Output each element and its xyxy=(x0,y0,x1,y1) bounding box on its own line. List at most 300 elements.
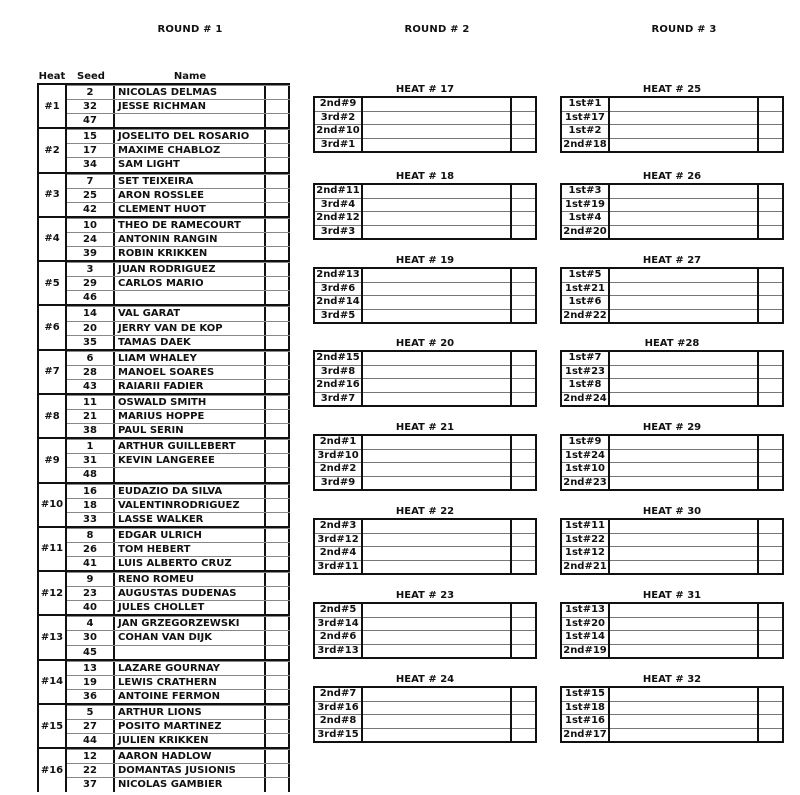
heat-box xyxy=(313,422,537,491)
result-cell[interactable] xyxy=(266,499,290,512)
slot-result-cell[interactable] xyxy=(758,476,783,490)
name-cell[interactable]: KEVIN LANGEREE xyxy=(115,454,266,467)
competitor-row xyxy=(67,556,290,570)
slot-result-cell[interactable] xyxy=(758,449,783,463)
slot-name-cell[interactable] xyxy=(362,125,511,139)
name-cell[interactable] xyxy=(115,646,266,659)
heat-slot-row xyxy=(561,449,783,463)
competitor-row xyxy=(67,542,290,556)
round-1-heat xyxy=(37,526,290,570)
slot-name-cell[interactable] xyxy=(609,282,758,296)
slot-result-cell[interactable] xyxy=(511,449,536,463)
slot-result-cell[interactable] xyxy=(758,184,783,198)
name-cell[interactable]: AARON HADLOW xyxy=(115,750,266,763)
slot-name-cell[interactable] xyxy=(609,351,758,365)
seed-cell: 35 xyxy=(67,336,115,349)
slot-name-cell[interactable] xyxy=(609,268,758,282)
slot-result-cell[interactable] xyxy=(758,111,783,125)
slot-name-cell[interactable] xyxy=(362,198,511,212)
heat-box xyxy=(313,171,537,240)
name-cell[interactable]: ARTHUR LIONS xyxy=(115,706,266,719)
slot-result-cell[interactable] xyxy=(758,547,783,561)
slot-result-cell[interactable] xyxy=(758,463,783,477)
slot-label: 2nd#5 xyxy=(314,603,362,617)
slot-result-cell[interactable] xyxy=(511,198,536,212)
slot-result-cell[interactable] xyxy=(511,644,536,658)
slot-result-cell[interactable] xyxy=(511,603,536,617)
slot-label: 1st#2 xyxy=(561,125,609,139)
slot-name-cell[interactable] xyxy=(609,603,758,617)
name-cell[interactable]: JERRY VAN DE KOP xyxy=(115,322,266,335)
slot-result-cell[interactable] xyxy=(758,392,783,406)
slot-label: 1st#17 xyxy=(561,111,609,125)
slot-result-cell[interactable] xyxy=(758,351,783,365)
slot-name-cell[interactable] xyxy=(362,631,511,645)
slot-result-cell[interactable] xyxy=(511,282,536,296)
name-cell[interactable]: RAIARII FADIER xyxy=(115,380,266,393)
heat-slot-row xyxy=(561,351,783,365)
result-cell[interactable] xyxy=(266,485,290,498)
result-cell[interactable] xyxy=(266,573,290,586)
slot-name-cell[interactable] xyxy=(362,365,511,379)
round-1-heat xyxy=(37,349,290,393)
slot-name-cell[interactable] xyxy=(609,198,758,212)
result-cell[interactable] xyxy=(266,307,290,320)
name-cell[interactable]: NICOLAS GAMBIER xyxy=(115,778,266,791)
round-1-heat xyxy=(37,393,290,437)
name-cell[interactable]: PAUL SERIN xyxy=(115,424,266,437)
result-cell[interactable] xyxy=(266,513,290,526)
result-cell[interactable] xyxy=(266,277,290,290)
slot-result-cell[interactable] xyxy=(758,97,783,111)
name-cell[interactable]: JESSE RICHMAN xyxy=(115,100,266,113)
name-cell[interactable]: NICOLAS DELMAS xyxy=(115,86,266,99)
slot-result-cell[interactable] xyxy=(511,351,536,365)
result-cell[interactable] xyxy=(266,291,290,304)
name-cell[interactable]: LASSE WALKER xyxy=(115,513,266,526)
slot-name-cell[interactable] xyxy=(362,351,511,365)
name-cell[interactable]: SET TEIXEIRA xyxy=(115,175,266,188)
slot-name-cell[interactable] xyxy=(362,97,511,111)
name-cell[interactable]: THEO DE RAMECOURT xyxy=(115,219,266,232)
result-cell[interactable] xyxy=(266,263,290,276)
result-cell[interactable] xyxy=(266,322,290,335)
slot-result-cell[interactable] xyxy=(758,603,783,617)
name-cell[interactable]: EUDAZIO DA SILVA xyxy=(115,485,266,498)
slot-result-cell[interactable] xyxy=(758,212,783,226)
slot-name-cell[interactable] xyxy=(609,644,758,658)
slot-name-cell[interactable] xyxy=(609,728,758,742)
slot-result-cell[interactable] xyxy=(758,560,783,574)
heat-title: HEAT # 22 xyxy=(395,506,455,517)
result-cell[interactable] xyxy=(266,543,290,556)
result-cell[interactable] xyxy=(266,114,290,127)
name-cell[interactable]: SAM LIGHT xyxy=(115,158,266,171)
seed-cell: 13 xyxy=(67,662,115,675)
round-2-title: ROUND # 2 xyxy=(404,24,470,35)
heat-slot-row xyxy=(561,184,783,198)
result-cell[interactable] xyxy=(266,750,290,763)
name-cell[interactable]: JUAN RODRIGUEZ xyxy=(115,263,266,276)
slot-name-cell[interactable] xyxy=(362,476,511,490)
round-1-heat xyxy=(37,83,290,127)
seed-cell: 38 xyxy=(67,424,115,437)
result-cell[interactable] xyxy=(266,189,290,202)
slot-name-cell[interactable] xyxy=(609,687,758,701)
slot-result-cell[interactable] xyxy=(758,533,783,547)
slot-result-cell[interactable] xyxy=(758,296,783,310)
name-cell[interactable] xyxy=(115,114,266,127)
slot-result-cell[interactable] xyxy=(511,184,536,198)
slot-name-cell[interactable] xyxy=(362,449,511,463)
competitor-row xyxy=(67,528,290,542)
heat-slot-row xyxy=(561,560,783,574)
heat-label: #14 xyxy=(37,661,67,703)
slot-label: 1st#14 xyxy=(561,631,609,645)
result-cell[interactable] xyxy=(266,144,290,157)
slot-label: 1st#8 xyxy=(561,379,609,393)
slot-name-cell[interactable] xyxy=(609,547,758,561)
name-cell[interactable]: ANTOINE FERMON xyxy=(115,690,266,703)
name-cell[interactable]: COHAN VAN DIJK xyxy=(115,631,266,644)
slot-label: 2nd#22 xyxy=(561,309,609,323)
name-cell[interactable]: EDGAR ULRICH xyxy=(115,529,266,542)
seed-cell: 41 xyxy=(67,557,115,570)
heat-slot-row xyxy=(314,351,536,365)
slot-name-cell[interactable] xyxy=(362,212,511,226)
seed-cell: 9 xyxy=(67,573,115,586)
slot-name-cell[interactable] xyxy=(609,701,758,715)
slot-name-cell[interactable] xyxy=(362,644,511,658)
competitor-row xyxy=(67,484,290,498)
heat-box xyxy=(560,422,784,491)
result-cell[interactable] xyxy=(266,587,290,600)
slot-name-cell[interactable] xyxy=(609,309,758,323)
result-cell[interactable] xyxy=(266,617,290,630)
slot-result-cell[interactable] xyxy=(758,617,783,631)
slot-result-cell[interactable] xyxy=(758,715,783,729)
slot-result-cell[interactable] xyxy=(511,435,536,449)
name-cell[interactable]: JULES CHOLLET xyxy=(115,601,266,614)
slot-label: 3rd#4 xyxy=(314,198,362,212)
slot-name-cell[interactable] xyxy=(362,701,511,715)
result-cell[interactable] xyxy=(266,233,290,246)
result-cell[interactable] xyxy=(266,676,290,689)
slot-name-cell[interactable] xyxy=(362,268,511,282)
slot-name-cell[interactable] xyxy=(609,476,758,490)
slot-result-cell[interactable] xyxy=(758,435,783,449)
slot-result-cell[interactable] xyxy=(511,533,536,547)
slot-name-cell[interactable] xyxy=(609,449,758,463)
name-cell[interactable]: CLEMENT HUOT xyxy=(115,203,266,216)
round-1-table xyxy=(37,83,290,792)
slot-name-cell[interactable] xyxy=(362,547,511,561)
name-cell[interactable] xyxy=(115,291,266,304)
slot-result-cell[interactable] xyxy=(511,212,536,226)
slot-result-cell[interactable] xyxy=(758,282,783,296)
slot-name-cell[interactable] xyxy=(609,379,758,393)
competitor-row xyxy=(67,705,290,719)
slot-result-cell[interactable] xyxy=(758,701,783,715)
seed-cell: 24 xyxy=(67,233,115,246)
result-cell[interactable] xyxy=(266,130,290,143)
result-cell[interactable] xyxy=(266,529,290,542)
slot-name-cell[interactable] xyxy=(362,225,511,239)
slot-result-cell[interactable] xyxy=(511,631,536,645)
slot-name-cell[interactable] xyxy=(609,296,758,310)
slot-name-cell[interactable] xyxy=(609,184,758,198)
result-cell[interactable] xyxy=(266,380,290,393)
slot-result-cell[interactable] xyxy=(511,463,536,477)
slot-name-cell[interactable] xyxy=(362,392,511,406)
competitor-row xyxy=(67,572,290,586)
name-cell[interactable]: MARIUS HOPPE xyxy=(115,410,266,423)
slot-name-cell[interactable] xyxy=(609,111,758,125)
heat-label: #6 xyxy=(37,306,67,348)
name-cell[interactable]: JOSELITO DEL ROSARIO xyxy=(115,130,266,143)
slot-result-cell[interactable] xyxy=(758,631,783,645)
result-cell[interactable] xyxy=(266,247,290,260)
result-cell[interactable] xyxy=(266,366,290,379)
heat-slot-row xyxy=(561,296,783,310)
slot-result-cell[interactable] xyxy=(511,560,536,574)
competitor-row xyxy=(67,129,290,143)
slot-result-cell[interactable] xyxy=(511,296,536,310)
slot-result-cell[interactable] xyxy=(511,547,536,561)
result-cell[interactable] xyxy=(266,631,290,644)
result-cell[interactable] xyxy=(266,720,290,733)
slot-name-cell[interactable] xyxy=(362,282,511,296)
slot-name-cell[interactable] xyxy=(362,184,511,198)
name-cell[interactable]: CARLOS MARIO xyxy=(115,277,266,290)
slot-result-cell[interactable] xyxy=(758,268,783,282)
slot-name-cell[interactable] xyxy=(609,97,758,111)
result-cell[interactable] xyxy=(266,690,290,703)
slot-result-cell[interactable] xyxy=(511,687,536,701)
name-cell[interactable]: LIAM WHALEY xyxy=(115,352,266,365)
slot-result-cell[interactable] xyxy=(511,617,536,631)
slot-result-cell[interactable] xyxy=(511,715,536,729)
name-cell[interactable]: MANOEL SOARES xyxy=(115,366,266,379)
slot-result-cell[interactable] xyxy=(511,365,536,379)
name-cell[interactable]: LEWIS CRATHERN xyxy=(115,676,266,689)
name-cell[interactable]: LUIS ALBERTO CRUZ xyxy=(115,557,266,570)
slot-name-cell[interactable] xyxy=(362,728,511,742)
heat-title: HEAT # 20 xyxy=(395,338,455,349)
heat-slot-row xyxy=(314,476,536,490)
competitor-row xyxy=(67,143,290,157)
slot-result-cell[interactable] xyxy=(511,125,536,139)
result-cell[interactable] xyxy=(266,410,290,423)
slot-result-cell[interactable] xyxy=(511,97,536,111)
name-cell[interactable]: VALENTINRODRIGUEZ xyxy=(115,499,266,512)
seed-cell: 36 xyxy=(67,690,115,703)
slot-result-cell[interactable] xyxy=(511,728,536,742)
name-cell[interactable]: DOMANTAS JUSIONIS xyxy=(115,764,266,777)
slot-result-cell[interactable] xyxy=(758,198,783,212)
result-cell[interactable] xyxy=(266,219,290,232)
slot-name-cell[interactable] xyxy=(362,435,511,449)
name-cell[interactable]: ARON ROSSLEE xyxy=(115,189,266,202)
name-cell[interactable]: LAZARE GOURNAY xyxy=(115,662,266,675)
slot-result-cell[interactable] xyxy=(758,125,783,139)
heat-table xyxy=(560,96,784,153)
result-cell[interactable] xyxy=(266,175,290,188)
name-cell[interactable]: TAMAS DAEK xyxy=(115,336,266,349)
slot-name-cell[interactable] xyxy=(609,138,758,152)
slot-name-cell[interactable] xyxy=(609,463,758,477)
seed-cell: 33 xyxy=(67,513,115,526)
result-cell[interactable] xyxy=(266,454,290,467)
slot-name-cell[interactable] xyxy=(362,715,511,729)
result-cell[interactable] xyxy=(266,396,290,409)
slot-name-cell[interactable] xyxy=(609,392,758,406)
slot-result-cell[interactable] xyxy=(511,392,536,406)
seed-cell: 15 xyxy=(67,130,115,143)
name-cell[interactable]: RENO ROMEU xyxy=(115,573,266,586)
slot-name-cell[interactable] xyxy=(609,125,758,139)
result-cell[interactable] xyxy=(266,706,290,719)
slot-name-cell[interactable] xyxy=(362,603,511,617)
slot-name-cell[interactable] xyxy=(362,379,511,393)
seed-cell: 19 xyxy=(67,676,115,689)
name-cell[interactable]: JAN GRZEGORZEWSKI xyxy=(115,617,266,630)
competitor-row xyxy=(67,99,290,113)
slot-label: 2nd#1 xyxy=(314,435,362,449)
slot-name-cell[interactable] xyxy=(362,560,511,574)
competitor-row xyxy=(67,365,290,379)
slot-name-cell[interactable] xyxy=(362,309,511,323)
result-cell[interactable] xyxy=(266,646,290,659)
slot-label: 1st#12 xyxy=(561,547,609,561)
name-cell[interactable] xyxy=(115,468,266,481)
slot-result-cell[interactable] xyxy=(511,379,536,393)
name-cell[interactable]: ANTONIN RANGIN xyxy=(115,233,266,246)
result-cell[interactable] xyxy=(266,100,290,113)
seed-cell: 14 xyxy=(67,307,115,320)
heat-label: #5 xyxy=(37,262,67,304)
slot-result-cell[interactable] xyxy=(758,728,783,742)
heat-slot-row xyxy=(561,603,783,617)
result-cell[interactable] xyxy=(266,424,290,437)
slot-name-cell[interactable] xyxy=(609,212,758,226)
slot-name-cell[interactable] xyxy=(609,435,758,449)
heat-label: #2 xyxy=(37,129,67,171)
seed-cell: 18 xyxy=(67,499,115,512)
result-cell[interactable] xyxy=(266,336,290,349)
round-1-heat xyxy=(37,216,290,260)
slot-name-cell[interactable] xyxy=(362,617,511,631)
slot-name-cell[interactable] xyxy=(609,533,758,547)
name-cell[interactable]: ROBIN KRIKKEN xyxy=(115,247,266,260)
slot-name-cell[interactable] xyxy=(609,715,758,729)
result-cell[interactable] xyxy=(266,734,290,747)
name-cell[interactable]: OSWALD SMITH xyxy=(115,396,266,409)
round-1-title: ROUND # 1 xyxy=(157,24,223,35)
result-cell[interactable] xyxy=(266,601,290,614)
competitor-row xyxy=(67,409,290,423)
slot-result-cell[interactable] xyxy=(511,225,536,239)
slot-name-cell[interactable] xyxy=(362,533,511,547)
result-cell[interactable] xyxy=(266,764,290,777)
slot-result-cell[interactable] xyxy=(758,379,783,393)
heat-slot-row xyxy=(314,225,536,239)
result-cell[interactable] xyxy=(266,158,290,171)
result-cell[interactable] xyxy=(266,778,290,791)
slot-result-cell[interactable] xyxy=(511,701,536,715)
slot-label: 2nd#10 xyxy=(314,125,362,139)
slot-result-cell[interactable] xyxy=(511,138,536,152)
slot-name-cell[interactable] xyxy=(609,617,758,631)
competitor-row xyxy=(67,512,290,526)
name-cell[interactable]: JULIEN KRIKKEN xyxy=(115,734,266,747)
slot-result-cell[interactable] xyxy=(758,309,783,323)
slot-name-cell[interactable] xyxy=(362,296,511,310)
name-cell[interactable]: TOM HEBERT xyxy=(115,543,266,556)
name-cell[interactable]: MAXIME CHABLOZ xyxy=(115,144,266,157)
slot-name-cell[interactable] xyxy=(609,519,758,533)
slot-label: 2nd#7 xyxy=(314,687,362,701)
seed-cell: 45 xyxy=(67,646,115,659)
result-cell[interactable] xyxy=(266,352,290,365)
slot-result-cell[interactable] xyxy=(511,268,536,282)
heat-box xyxy=(560,506,784,575)
name-cell[interactable]: POSITO MARTINEZ xyxy=(115,720,266,733)
slot-result-cell[interactable] xyxy=(758,519,783,533)
slot-name-cell[interactable] xyxy=(609,631,758,645)
heat-label: #12 xyxy=(37,572,67,614)
name-cell[interactable]: ARTHUR GUILLEBERT xyxy=(115,440,266,453)
slot-result-cell[interactable] xyxy=(511,519,536,533)
competitor-row xyxy=(67,188,290,202)
name-cell[interactable]: AUGUSTAS DUDENAS xyxy=(115,587,266,600)
slot-result-cell[interactable] xyxy=(758,687,783,701)
result-cell[interactable] xyxy=(266,557,290,570)
result-cell[interactable] xyxy=(266,468,290,481)
seed-cell: 47 xyxy=(67,114,115,127)
slot-result-cell[interactable] xyxy=(511,111,536,125)
slot-name-cell[interactable] xyxy=(609,365,758,379)
result-cell[interactable] xyxy=(266,662,290,675)
seed-cell: 26 xyxy=(67,543,115,556)
slot-result-cell[interactable] xyxy=(758,225,783,239)
result-cell[interactable] xyxy=(266,440,290,453)
slot-name-cell[interactable] xyxy=(362,463,511,477)
slot-name-cell[interactable] xyxy=(609,225,758,239)
slot-result-cell[interactable] xyxy=(511,309,536,323)
heat-slot-row xyxy=(314,701,536,715)
slot-name-cell[interactable] xyxy=(362,687,511,701)
slot-label: 2nd#8 xyxy=(314,715,362,729)
slot-label: 2nd#4 xyxy=(314,547,362,561)
result-cell[interactable] xyxy=(266,86,290,99)
slot-name-cell[interactable] xyxy=(609,560,758,574)
slot-result-cell[interactable] xyxy=(758,644,783,658)
result-cell[interactable] xyxy=(266,203,290,216)
heat-title: HEAT # 32 xyxy=(642,674,702,685)
slot-result-cell[interactable] xyxy=(758,138,783,152)
heat-slot-row xyxy=(561,463,783,477)
competitor-row xyxy=(67,321,290,335)
competitor-row xyxy=(67,174,290,188)
heat-slot-row xyxy=(314,212,536,226)
slot-name-cell[interactable] xyxy=(362,519,511,533)
name-cell[interactable]: VAL GARAT xyxy=(115,307,266,320)
slot-name-cell[interactable] xyxy=(362,111,511,125)
slot-result-cell[interactable] xyxy=(511,476,536,490)
slot-result-cell[interactable] xyxy=(758,365,783,379)
slot-name-cell[interactable] xyxy=(362,138,511,152)
